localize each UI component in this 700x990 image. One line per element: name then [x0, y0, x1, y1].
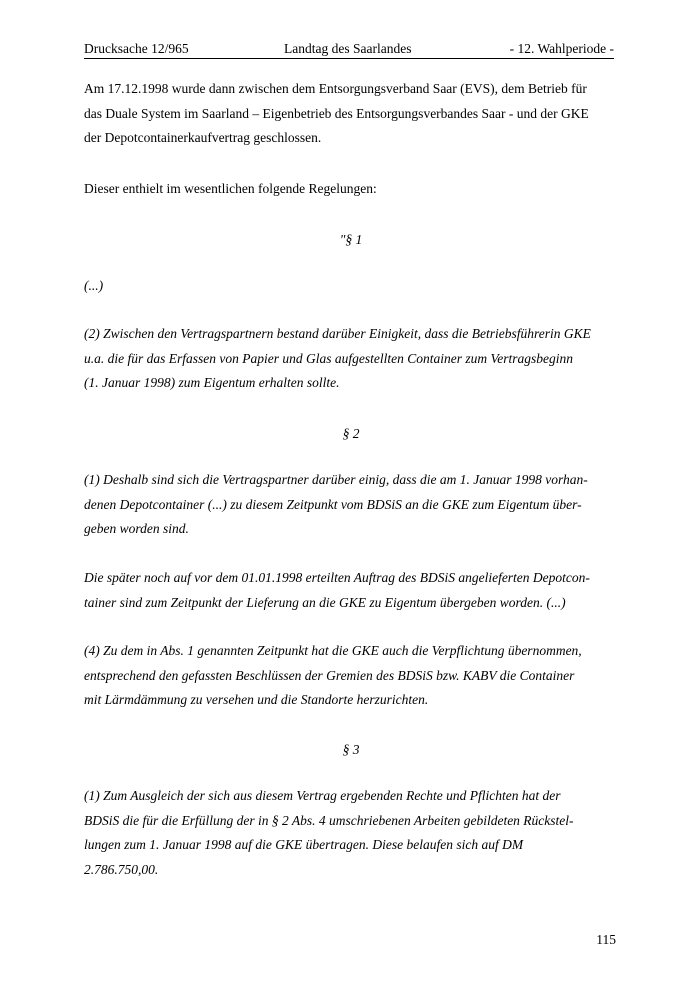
section-2-heading: § 2 [342, 426, 360, 441]
page-number: 115 [596, 932, 616, 947]
section-3-heading: § 3 [342, 742, 360, 757]
page-header [84, 40, 614, 59]
section-2-paragraph-4 [84, 639, 624, 713]
document-number: Drucksache 12/965 [84, 41, 189, 56]
text-line: u.a. die für das Erfassen von Papier und Glas aufgestellten Container zum Vertragsbeginn [84, 350, 573, 366]
text-line: (4) Zu dem in Abs. 1 genannten Zeitpunkt hat die GKE auch die Verpflichtung übernommen, [84, 643, 582, 658]
text-line: geben worden sind. [84, 521, 189, 536]
section-1-heading: "§ 1 [339, 232, 363, 247]
text-line: (2) Zwischen den Vertragspartnern bestand darüber Einigkeit, dass die Betriebsführerin GKE [84, 326, 591, 341]
text-line: (1) Zum Ausgleich der sich aus diesem Vertrag ergebenden Rechte und Pflichten hat der [84, 788, 561, 803]
text-line: Die später noch auf vor dem 01.01.1998 erteilten Auftrag des BDSiS angelieferten Depotcon- [84, 570, 590, 585]
text-line: lungen zum 1. Januar 1998 auf die GKE übertragen. Diese belaufen sich auf DM [84, 837, 524, 852]
legislative-period: - 12. Wahlperiode - [509, 41, 614, 56]
text-line: BDSiS die für die Erfüllung der in § 2 Abs. 4 umschriebenen Arbeiten gebildeten Rückstel- [84, 812, 574, 828]
section-2-paragraph-1 [84, 468, 624, 542]
intro-paragraph [84, 77, 624, 151]
section-2-paragraph-2 [84, 566, 624, 615]
text-line: der Depotcontainerkaufvertrag geschlossen. [84, 130, 322, 145]
text-line: Am 17.12.1998 wurde dann zwischen dem Entsorgungsverband Saar (EVS), dem Betrieb für [84, 81, 587, 96]
parliament-name: Landtag des Saarlandes [284, 41, 412, 56]
text-line: (...) [84, 278, 104, 293]
text-line: denen Depotcontainer (...) zu diesem Zeitpunkt vom BDSiS an die GKE zum Eigentum über- [84, 496, 582, 512]
text-line: entsprechend den gefassten Beschlüssen der Gremien des BDSiS bzw. KABV die Container [84, 667, 575, 683]
lead-paragraph [84, 177, 624, 202]
text-line: Dieser enthielt im wesentlichen folgende Regelungen: [84, 181, 377, 196]
section-1-ellipsis [84, 274, 624, 299]
text-line: 2.786.750,00. [84, 861, 159, 877]
text-line: tainer sind zum Zeitpunkt der Lieferung an die GKE zu Eigentum übergeben worden. (...) [84, 594, 566, 610]
text-line: mit Lärmdämmung zu versehen und die Standorte herzurichten. [84, 692, 429, 707]
text-line: (1. Januar 1998) zum Eigentum erhalten sollte. [84, 375, 340, 390]
section-3-paragraph-1 [84, 784, 624, 882]
text-line: das Duale System im Saarland – Eigenbetrieb des Entsorgungsverbandes Saar - und der GKE [84, 105, 589, 121]
section-1-paragraph-2 [84, 322, 624, 396]
text-line: (1) Deshalb sind sich die Vertragspartner darüber einig, dass die am 1. Januar 1998 vorhan- [84, 472, 588, 487]
